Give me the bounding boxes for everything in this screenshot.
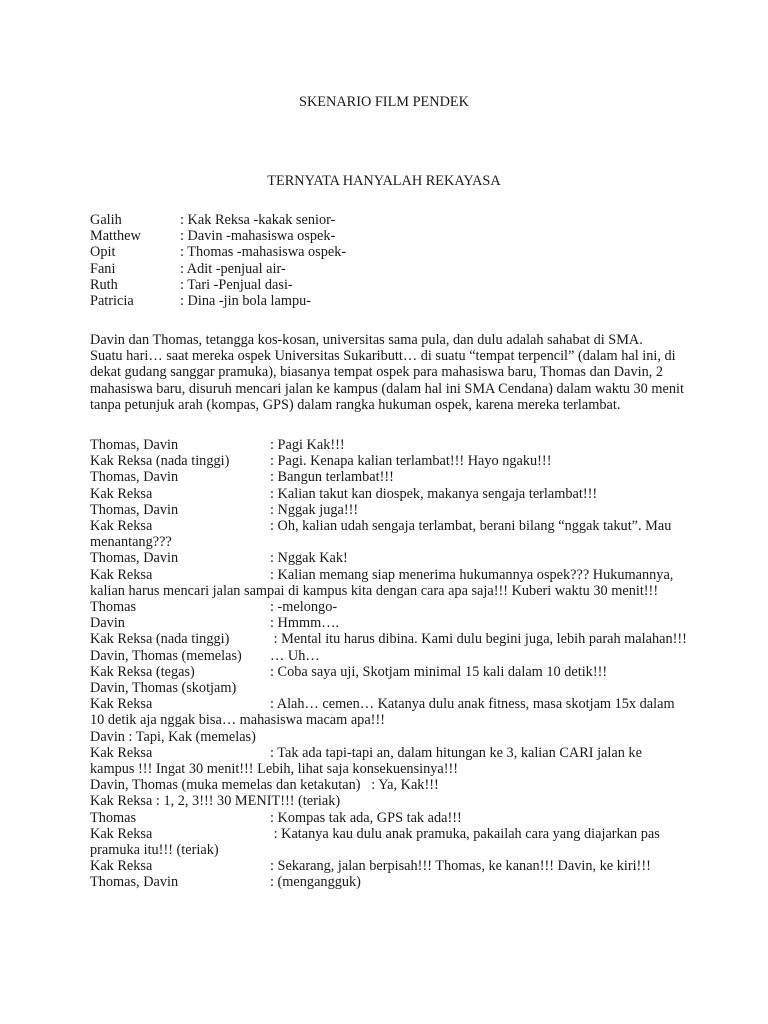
dialog-line: [90, 469, 690, 485]
dialog-text: : Pagi. Kenapa kalian terlambat!!! Hayo ngaku!!!: [270, 453, 552, 470]
dialog-text: : Kompas tak ada, GPS tak ada!!!: [270, 809, 462, 826]
dialog-speaker: Kak Reksa: [90, 566, 153, 583]
dialog-block: [90, 437, 690, 891]
intro-line: mahasiswa baru, disuruh mencari jalan ke kampus (dalam hal ini SMA Cendana) dalam waktu 30 menit: [90, 380, 684, 397]
cast-role: : Adit -penjual air-: [180, 260, 286, 277]
dialog-speaker: Kak Reksa (nada tinggi): [90, 453, 230, 470]
dialog-text: kalian harus mencari jalan sampai di kampus kita dengan cara apa saja!!! Kuberi waktu 30 menit!!!: [90, 582, 659, 599]
dialog-speaker: Thomas, Davin: [90, 501, 179, 518]
dialog-line: [90, 599, 690, 615]
dialog-speaker: Kak Reksa: [90, 696, 153, 713]
dialog-line: [90, 615, 690, 631]
dialog-text: : Oh, kalian udah sengaja terlambat, berani bilang “nggak takut”. Mau: [270, 518, 672, 535]
dialog-text: : Sekarang, jalan berpisah!!! Thomas, ke kanan!!! Davin, ke kiri!!!: [270, 858, 651, 875]
intro-paragraph: [90, 332, 690, 413]
dialog-text: : Alah… cemen… Katanya dulu anak fitness, masa skotjam 15x dalam: [270, 696, 675, 713]
dialog-text: : Hmmm….: [270, 615, 340, 632]
cast-actor: Galih: [90, 212, 122, 228]
dialog-text: : Pagi Kak!!!: [270, 437, 345, 453]
dialog-line: [90, 518, 690, 534]
cast-row: [90, 212, 690, 228]
dialog-speaker: Kak Reksa: [90, 825, 153, 842]
dialog-text: : Coba saya uji, Skotjam minimal 15 kali dalam 10 detik!!!: [270, 663, 608, 680]
dialog-line: [90, 437, 690, 453]
cast-row: [90, 293, 690, 309]
dialog-line: [90, 777, 690, 793]
document-title: SKENARIO FILM PENDEK: [299, 94, 469, 110]
cast-role: : Davin -mahasiswa ospek-: [180, 228, 336, 245]
dialog-text: : (mengangguk): [270, 874, 361, 891]
dialog-text: : Katanya kau dulu anak pramuka, pakailah cara yang diajarkan pas: [270, 825, 660, 842]
dialog-speaker: Kak Reksa (nada tinggi): [90, 631, 230, 648]
dialog-text: : Kalian takut kan diospek, makanya sengaja terlambat!!!: [270, 485, 598, 502]
cast-row: [90, 244, 690, 260]
dialog-text: menantang???: [90, 534, 172, 551]
cast-actor: Ruth: [90, 276, 118, 293]
dialog-speaker: Davin: [90, 615, 125, 632]
dialog-speaker: Kak Reksa: [90, 858, 153, 875]
dialog-text: : Nggak juga!!!: [270, 501, 359, 518]
dialog-text: : Mental itu harus dibina. Kami dulu begini juga, lebih parah malahan!!!: [270, 631, 687, 648]
cast-list: [90, 212, 690, 309]
screenplay-title: TERNYATA HANYALAH REKAYASA: [267, 173, 501, 189]
dialog-line: [90, 453, 690, 469]
dialog-text: Davin, Thomas (muka memelas dan ketakutan) : Ya, Kak!!!: [90, 777, 439, 794]
dialog-line: [90, 826, 690, 842]
cast-actor: Matthew: [90, 228, 141, 245]
cast-row: [90, 261, 690, 277]
dialog-line: [90, 550, 690, 566]
cast-role: : Thomas -mahasiswa ospek-: [180, 244, 347, 261]
dialog-speaker: Thomas, Davin: [90, 469, 179, 486]
dialog-speaker: Thomas, Davin: [90, 874, 179, 891]
dialog-line: [90, 502, 690, 518]
dialog-speaker: Kak Reksa (tegas): [90, 663, 195, 680]
dialog-text: : Kalian memang siap menerima hukumannya ospek??? Hukumannya,: [270, 566, 674, 583]
dialog-line: [90, 745, 690, 761]
dialog-line: [90, 696, 690, 712]
dialog-text: … Uh…: [270, 647, 320, 664]
dialog-line: [90, 534, 690, 550]
cast-actor: Patricia: [90, 292, 134, 309]
dialog-text: : Bangun terlambat!!!: [270, 469, 394, 486]
dialog-speaker: Kak Reksa: [90, 744, 153, 761]
dialog-line: [90, 712, 690, 728]
dialog-line: [90, 648, 690, 664]
dialog-text: Davin : Tapi, Kak (memelas): [90, 728, 256, 745]
dialog-line: [90, 729, 690, 745]
dialog-speaker: Thomas, Davin: [90, 550, 179, 567]
dialog-speaker: Thomas: [90, 809, 137, 826]
dialog-line: [90, 583, 690, 599]
cast-role: : Tari -Penjual dasi-: [180, 276, 293, 293]
dialog-text: Kak Reksa : 1, 2, 3!!! 30 MENIT!!! (teriak): [90, 793, 341, 810]
dialog-line: [90, 810, 690, 826]
dialog-text: pramuka itu!!! (teriak): [90, 842, 219, 859]
dialog-line: [90, 567, 690, 583]
dialog-speaker: Davin, Thomas (memelas): [90, 647, 242, 664]
dialog-line: [90, 858, 690, 874]
intro-line: Suatu hari… saat mereka ospek Universitas Sukaributt… di suatu “tempat terpencil” (dalam hal ini, di: [90, 348, 676, 365]
cast-actor: Opit: [90, 244, 116, 261]
dialog-line: [90, 631, 690, 647]
cast-actor: Fani: [90, 260, 116, 277]
dialog-speaker: Kak Reksa: [90, 518, 153, 535]
dialog-line: [90, 761, 690, 777]
dialog-text: : Tak ada tapi-tapi an, dalam hitungan ke 3, kalian CARI jalan ke: [270, 744, 642, 761]
cast-role: : Kak Reksa -kakak senior-: [180, 212, 336, 228]
cast-row: [90, 277, 690, 293]
dialog-line: [90, 664, 690, 680]
dialog-text: 10 detik aja nggak bisa… mahasiswa macam apa!!!: [90, 712, 385, 729]
dialog-text: Davin, Thomas (skotjam): [90, 680, 237, 697]
dialog-text: : -melongo-: [270, 599, 338, 616]
dialog-line: [90, 842, 690, 858]
dialog-speaker: Kak Reksa: [90, 485, 153, 502]
dialog-speaker: Thomas, Davin: [90, 437, 179, 453]
dialog-line: [90, 486, 690, 502]
dialog-speaker: Thomas: [90, 599, 137, 616]
dialog-text: : Nggak Kak!: [270, 550, 348, 567]
intro-line: dekat gudang sanggar pramuka), biasanya tempat ospek para mahasiswa baru, Thomas dan Davin, 2: [90, 364, 664, 381]
dialog-line: [90, 874, 690, 890]
dialog-line: [90, 793, 690, 809]
intro-line: tanpa petunjuk arah (kompas, GPS) dalam rangka hukuman ospek, karena mereka terlambat.: [90, 396, 621, 413]
intro-line: Davin dan Thomas, tetangga kos-kosan, universitas sama pula, dan dulu adalah sahabat di SMA.: [90, 332, 643, 348]
dialog-text: kampus !!! Ingat 30 menit!!! Lebih, lihat saja konsekuensinya!!!: [90, 761, 459, 778]
cast-role: : Dina -jin bola lampu-: [180, 292, 312, 309]
cast-row: [90, 228, 690, 244]
dialog-line: [90, 680, 690, 696]
